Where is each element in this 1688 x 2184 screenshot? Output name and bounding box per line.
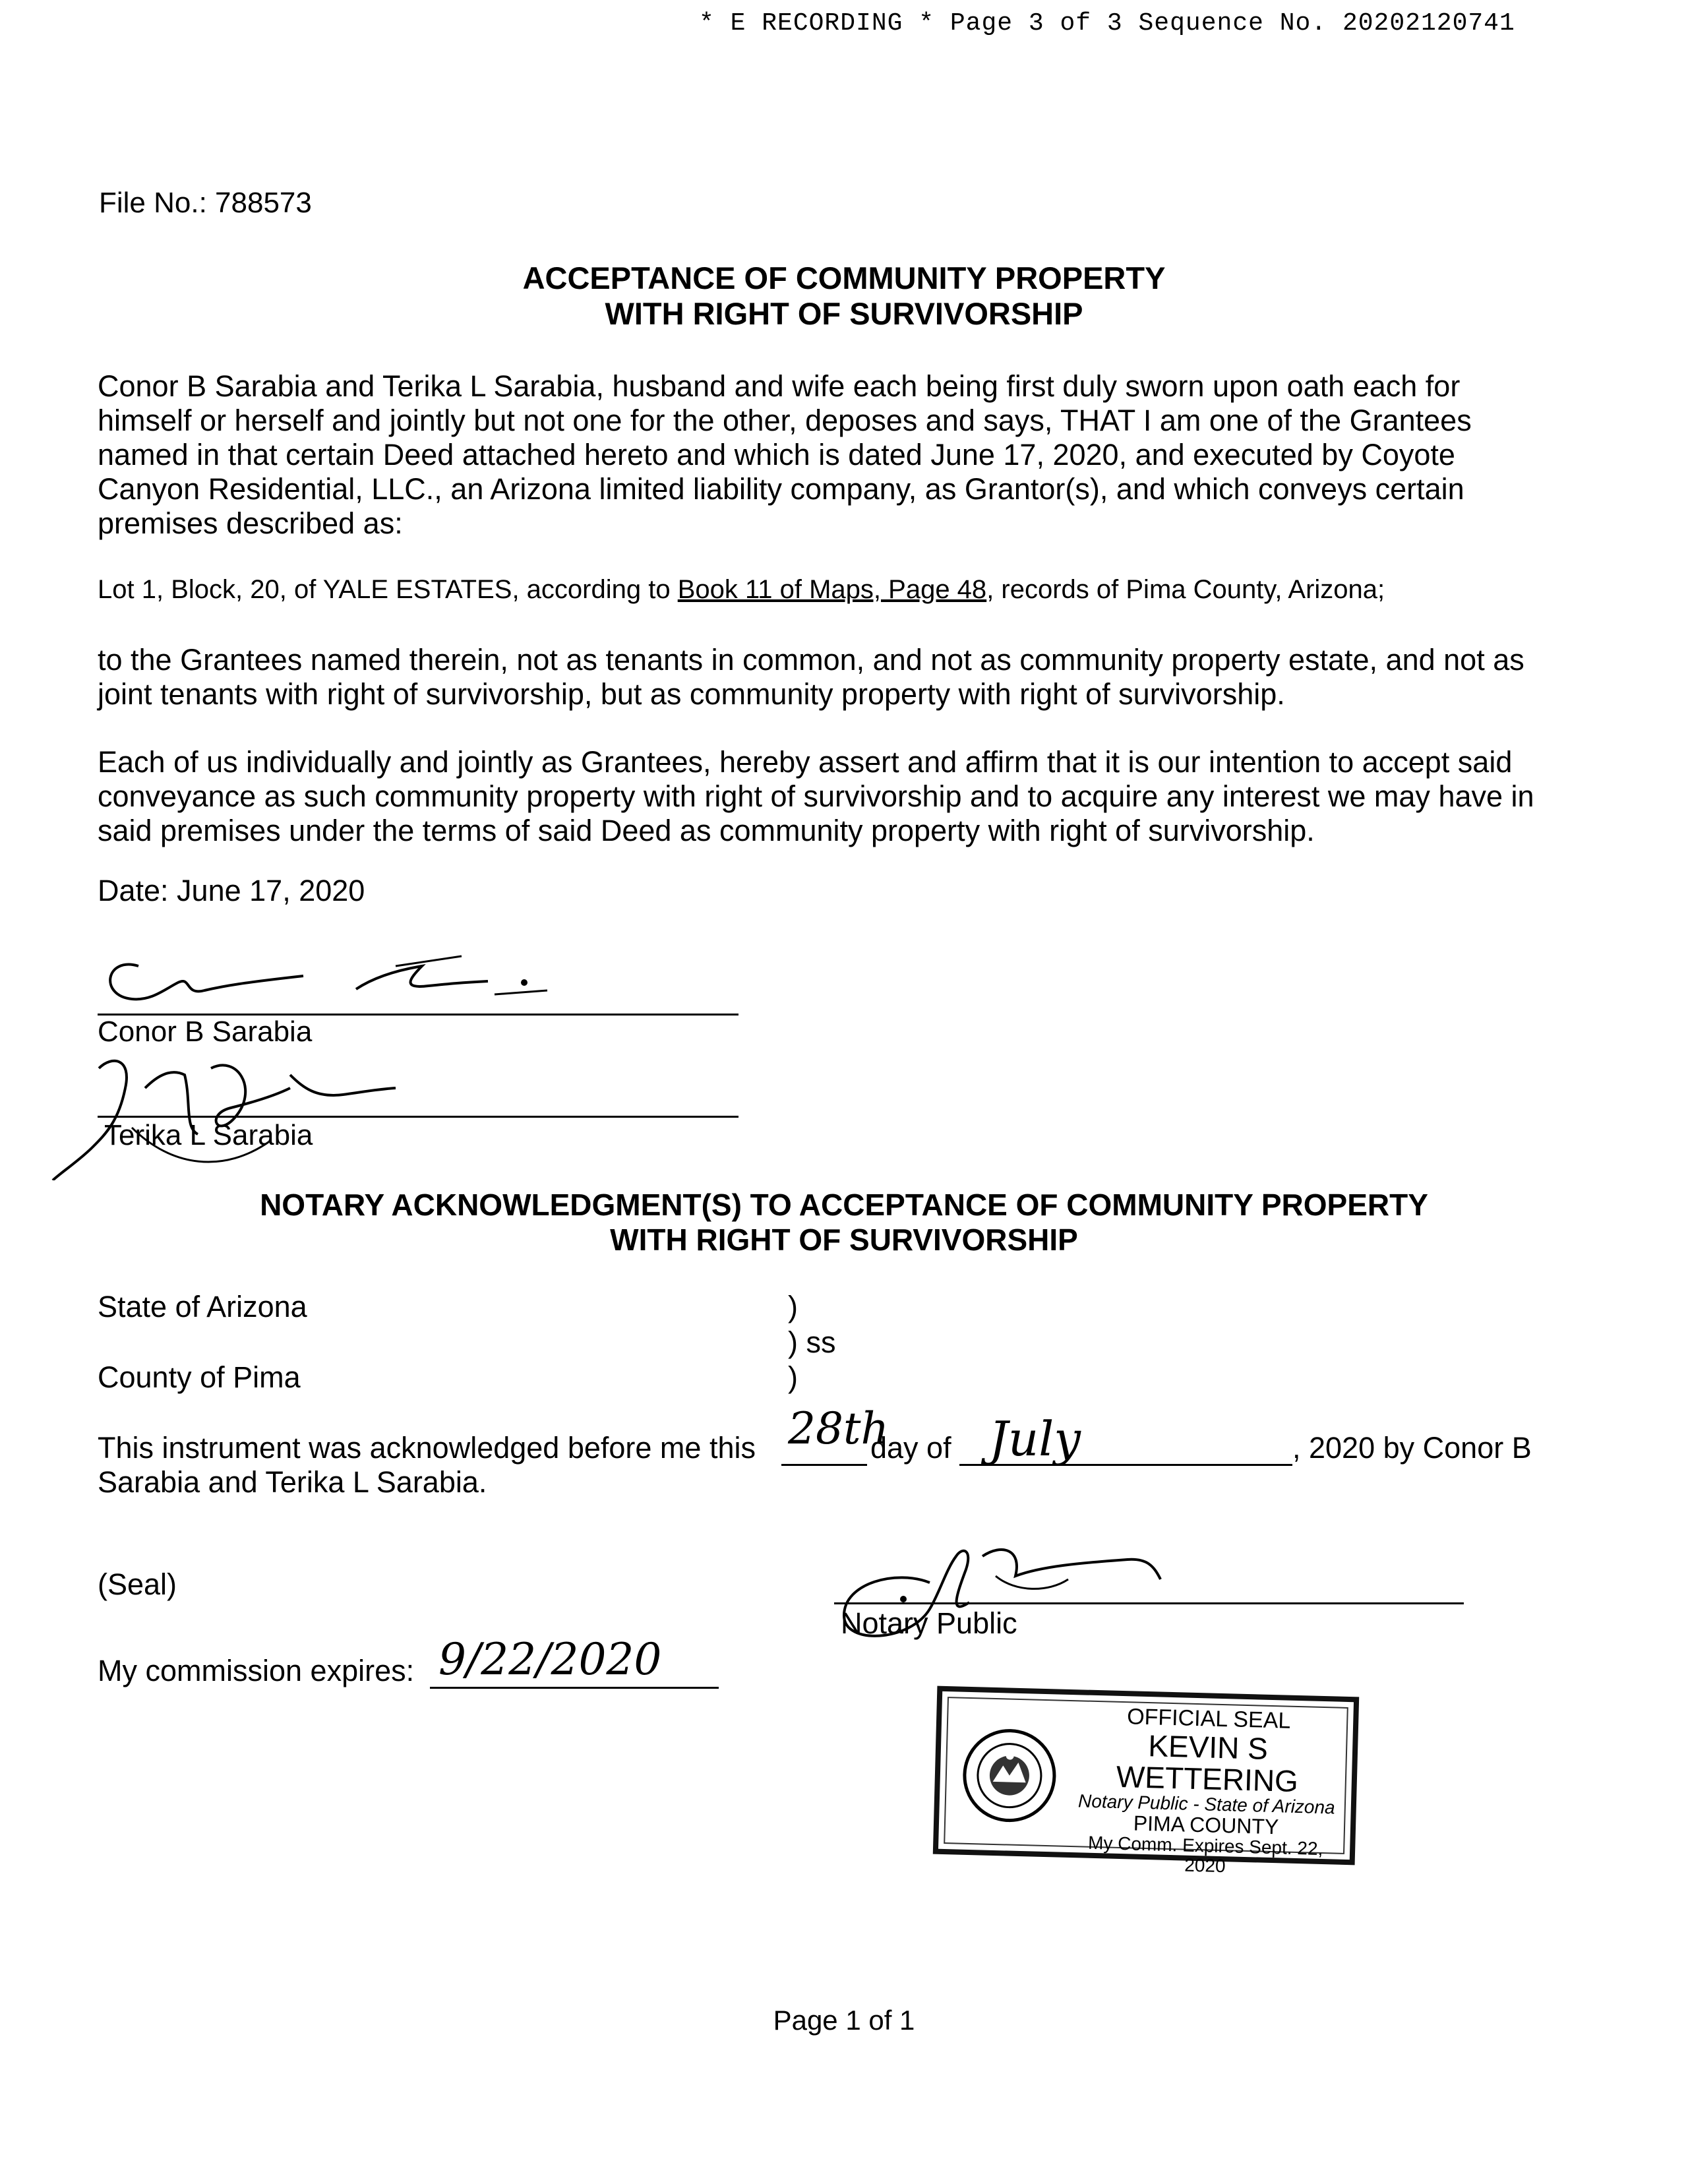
signature-terika-handwritten bbox=[40, 1048, 409, 1180]
paragraph-1-line-5: premises described as: bbox=[98, 506, 403, 540]
seal-line-county: PIMA COUNTY bbox=[1133, 1811, 1279, 1838]
venue-paren-3: ) bbox=[788, 1360, 798, 1394]
paragraph-1-line-2: himself or herself and jointly but not one for the other, deposes and says, THAT I am one of the Grantees bbox=[98, 404, 1472, 437]
file-number: File No.: 788573 bbox=[99, 187, 312, 219]
signer-2-name: Terika L Sarabia bbox=[104, 1119, 313, 1151]
paragraph-2-line-1: to the Grantees named therein, not as tenants in common, and not as community property estate, and not as bbox=[98, 643, 1524, 677]
venue-state: State of Arizona bbox=[98, 1290, 307, 1323]
venue-paren-1: ) bbox=[788, 1290, 798, 1323]
seal-line-official-seal: OFFICIAL SEAL bbox=[1126, 1704, 1291, 1734]
paragraph-1-line-4: Canyon Residential, LLC., an Arizona limited liability company, as Grantor(s), and which conveys certain bbox=[98, 472, 1464, 506]
notary-public-label: Notary Public bbox=[841, 1606, 1017, 1640]
state-seal-emblem bbox=[959, 1725, 1060, 1827]
paragraph-3-line-1: Each of us individually and jointly as Grantees, hereby assert and affirm that it is our intention to accept said bbox=[98, 745, 1513, 779]
notary-title-line2: WITH RIGHT OF SURVIVORSHIP bbox=[610, 1223, 1078, 1257]
paragraph-3-line-2: conveyance as such community property with right of survivorship and to acquire any interest we may have in bbox=[98, 779, 1534, 813]
seal-text-block bbox=[1066, 1704, 1348, 1879]
acknowledgment-line-2: Sarabia and Terika L Sarabia. bbox=[98, 1465, 487, 1499]
page-number-footer: Page 1 of 1 bbox=[773, 2005, 915, 2036]
commission-date-handwritten: 9/22/2020 bbox=[438, 1634, 662, 1685]
seal-line-expiration: My Comm. Expires Sept. 22, 2020 bbox=[1087, 1833, 1323, 1876]
map-book-reference-link[interactable]: Book 11 of Maps, Page 48 bbox=[677, 575, 987, 604]
document-title-line2: WITH RIGHT OF SURVIVORSHIP bbox=[605, 296, 1083, 331]
notary-title-line1: NOTARY ACKNOWLEDGMENT(S) TO ACCEPTANCE OF COMMUNITY PROPERTY bbox=[260, 1188, 1428, 1222]
paragraph-1-line-3: named in that certain Deed attached hereto and which is dated June 17, 2020, and executed by Coyote bbox=[98, 438, 1455, 471]
legal-suffix: , records of Pima County, Arizona; bbox=[986, 575, 1385, 604]
acknowledgment-suffix: , 2020 by Conor B bbox=[1292, 1431, 1532, 1465]
seal-line-state: Notary Public - State of Arizona bbox=[1077, 1790, 1336, 1818]
acknowledgment-prefix: This instrument was acknowledged before me this bbox=[98, 1431, 756, 1465]
legal-description bbox=[98, 574, 1614, 605]
day-handwritten: 28th bbox=[788, 1403, 889, 1454]
signer-1-name: Conor B Sarabia bbox=[98, 1016, 313, 1048]
commission-expires-label: My commission expires: bbox=[98, 1654, 415, 1687]
paragraph-3-line-3: said premises under the terms of said Deed as community property with right of survivorship. bbox=[98, 814, 1315, 847]
signature-line-2 bbox=[98, 1116, 738, 1118]
legal-prefix: Lot 1, Block, 20, of YALE ESTATES, according to bbox=[98, 575, 678, 604]
official-seal-stamp bbox=[933, 1686, 1359, 1876]
document-date: Date: June 17, 2020 bbox=[98, 874, 365, 907]
notary-signature-line bbox=[834, 1602, 1464, 1604]
month-handwritten: July bbox=[989, 1411, 1081, 1467]
recording-header: * E RECORDING * Page 3 of 3 Sequence No. 20202120741 bbox=[699, 9, 1515, 38]
document-title-line1: ACCEPTANCE OF COMMUNITY PROPERTY bbox=[522, 260, 1166, 295]
paragraph-2-line-2: joint tenants with right of survivorship, but as community property with right of survivorship. bbox=[98, 677, 1285, 711]
acknowledgment-day-of: day of bbox=[870, 1431, 951, 1465]
venue-county: County of Pima bbox=[98, 1360, 301, 1394]
seal-label: (Seal) bbox=[98, 1567, 177, 1601]
seal-line-notary-name: KEVIN S WETTERING bbox=[1116, 1728, 1299, 1799]
venue-ss: ) ss bbox=[788, 1325, 836, 1359]
paragraph-1-line-1: Conor B Sarabia and Terika L Sarabia, husband and wife each being first duly sworn upon oath each for bbox=[98, 369, 1461, 403]
